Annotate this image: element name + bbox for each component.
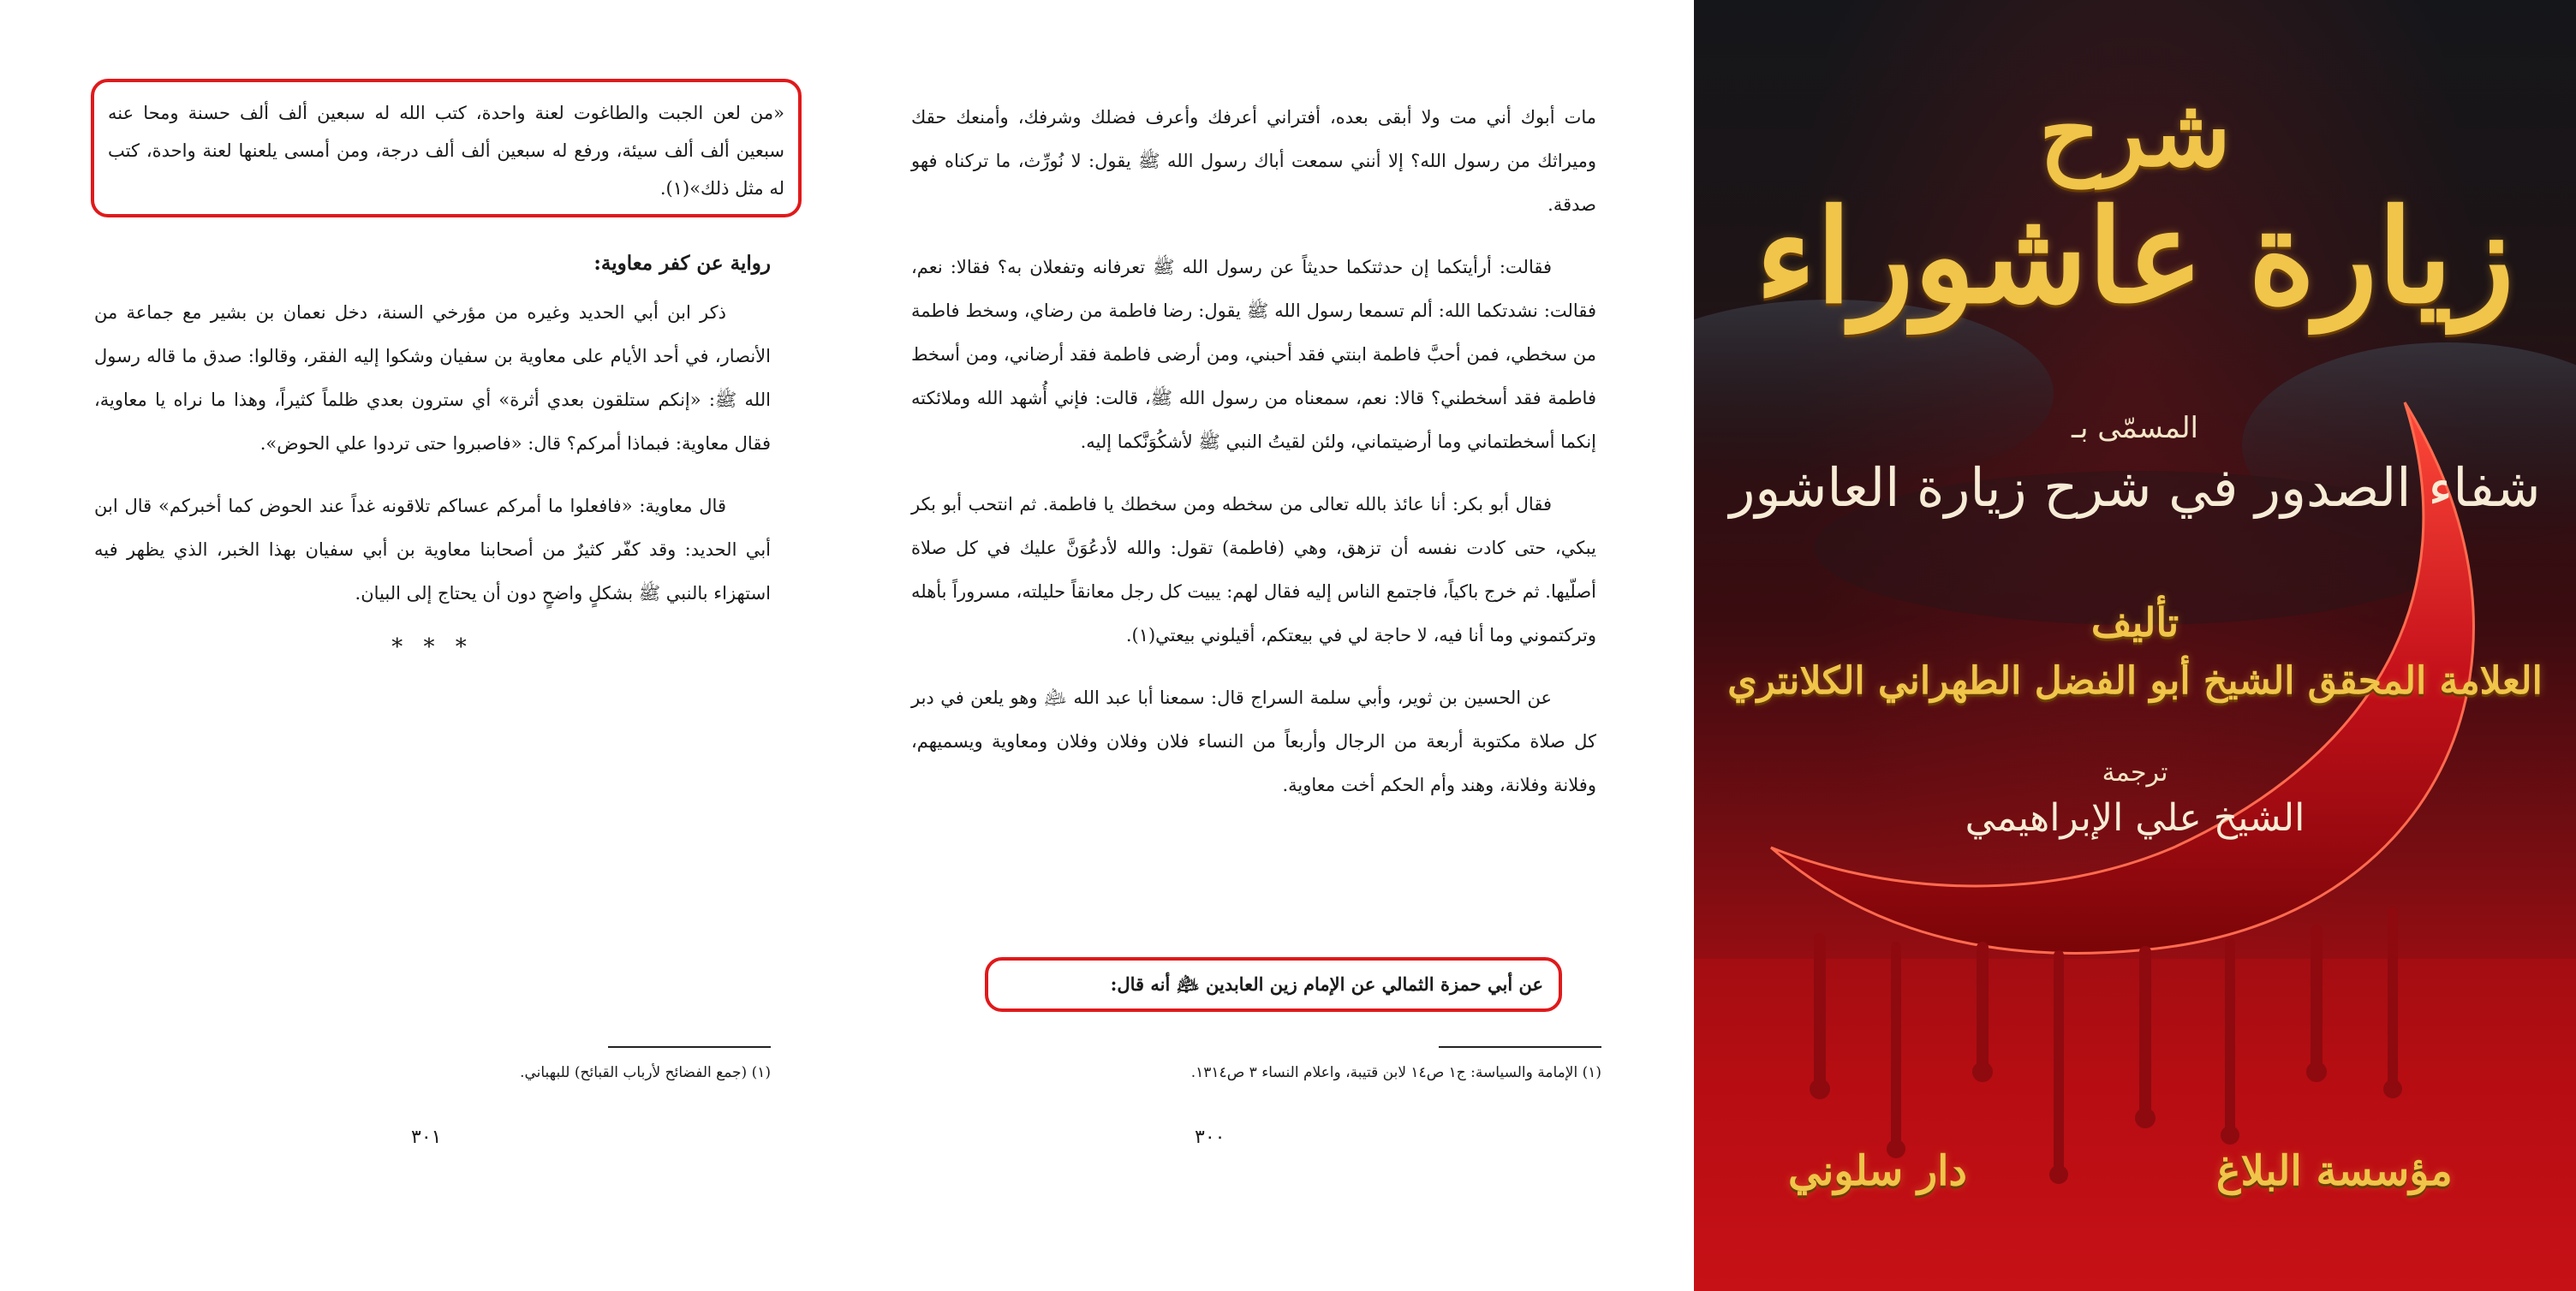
section-heading: رواية عن كفر معاوية:	[593, 252, 771, 275]
cover-title-main: زيارة عاشوراء	[1755, 181, 2515, 332]
blood-pool	[1694, 959, 2576, 1291]
right-page-body	[911, 96, 1596, 826]
highlighted-quote: «من لعن الجبت والطاغوت لعنة واحدة، كتب الله له سبعين ألف ألف حسنة ومحا عنه سبعين ألف ألف سيئة، ورفع له سبعين ألف ألف درجة، ومن أمسى يلعنها لعنة واحدة، كتب له مثل ذلك»(١).	[108, 103, 784, 199]
publisher-logo-left: دار سلوني	[1788, 1147, 1967, 1195]
highlighted-line-box	[985, 957, 1562, 1012]
paragraph: فقال أبو بكر: أنا عائذ بالله تعالى من سخطه ومن سخطك يا فاطمة. ثم انتحب أبو بكر يبكي، حتى كادت نفسه أن تزهق، وهي (فاطمة) تقول: والله لأدعُوَنَّ عليك في كل صلاة أصلّيها. ثم خرج باكياً، فاجتمع الناس إليه فقال لهم: يبيت كل رجل معانقاً حليلته، مسروراً بأهله وتركتموني وما أنا فيه، لا حاجة لي في بيعتكم، أقيلوني بيعتي(١).	[910, 494, 1596, 646]
page-number: ٣٠٠	[1195, 1127, 1225, 1148]
left-page-body	[94, 241, 771, 660]
publisher-logo-right: مؤسسة البلاغ	[2216, 1147, 2453, 1195]
footnote: (١) (جمع الفضائح لأرباب القبائح) للبهباني.	[520, 1064, 771, 1081]
cover-translator: الشيخ علي الإبراهيمي	[1965, 796, 2305, 840]
book-page-right	[856, 0, 1679, 1291]
paragraph: فقالت: أرأيتكما إن حدثتكما حديثاً عن رسول الله ﷺ تعرفانه وتفعلان به؟ فقالا: نعم، فقالت: نشدتكما الله: ألم تسمعا رسول الله ﷺ يقول: رضا فاطمة من رضاي، وسخط فاطمة من سخطي، فمن أحبَّ فاطمة ابنتي فقد أحبني، ومن أرضى فاطمة فقد أرضاني، ومن أسخط فاطمة فقد أسخطني؟ قالا: نعم، سمعناه من رسول الله ﷺ، قالت: فإني أُشهد الله وملائكته إنكما أسخطتماني وما أرضيتماني، ولئن لقيتُ النبي ﷺ لأشكُوَنَّكما إليه.	[911, 257, 1596, 452]
highlighted-line: عن أبي حمزة الثمالي عن الإمام زين العابدين ﵇ أنه قال:	[1110, 973, 1543, 995]
page-number: ٣٠١	[411, 1127, 442, 1148]
paragraph: عن الحسين بن ثوير، وأبي سلمة السراج قال: سمعنا أبا عبد الله ﵇ وهو يلعن في دبر كل صلاة مكتوبة أربعة من الرجال وأربعاً من النساء فلان وفلان وفلان ومعاوية ويسميهم، وفلانة وفلانة، وهند وأم الحكم أخت معاوية.	[911, 687, 1596, 795]
cover-named-label: المسمّى بـ	[2071, 411, 2199, 445]
cover-translator-label: ترجمة	[2102, 758, 2168, 788]
section-separator: * * *	[391, 634, 474, 660]
footnote-rule	[608, 1046, 771, 1048]
book-page-left	[0, 0, 856, 1291]
footnote: (١) الإمامة والسياسة: ج١ ص١٤ لابن قتيبة، واعلام النساء ٣ ص١٣١٤.	[1190, 1064, 1601, 1081]
highlighted-quote-box	[91, 79, 802, 217]
paragraph: قال معاوية: «فافعلوا ما أمركم عساكم تلاقونه غداً عند الحوض كما أخبركم» قال ابن أبي الحديد: وقد كفّر كثيرٌ من أصحابنا معاوية بن أبي سفيان بهذا الخبر، الذي يظهر فيه استهزاء بالنبي ﷺ بشكلٍ واضحٍ دون أن يحتاج إلى البيان.	[94, 496, 771, 604]
footnote-rule	[1439, 1046, 1601, 1048]
paragraph: مات أبوك أني مت ولا أبقى بعده، أفتراني أعرفك وأعرف فضلك وشرفك، وأمنعك حقك وميراثك من رسول الله؟ إلا أنني سمعت أباك رسول الله ﷺ يقول: لا نُورِّث، ما تركناه فهو صدقة.	[911, 107, 1596, 215]
cover-subtitle: شفاء الصدور في شرح زيارة العاشور	[1729, 456, 2541, 519]
cover-title-top: شرح	[2039, 77, 2231, 187]
cover-author: العلامة المحقق الشيخ أبو الفضل الطهراني الكلانتري	[1727, 659, 2543, 703]
book-cover	[1694, 0, 2576, 1291]
cover-author-label: تأليف	[2090, 599, 2179, 646]
paragraph: ذكر ابن أبي الحديد وغيره من مؤرخي السنة، دخل نعمان بن بشير مع جماعة من الأنصار، في أحد الأيام على معاوية بن سفيان وشكوا إليه الفقر، وقالوا: صدق ما قاله رسول الله ﷺ: «إنكم ستلقون بعدي أثرة» أي سترون بعدي ظلماً كثيراً، وهذا ما نراه يا معاوية، فقال معاوية: فبماذا أمركم؟ قال: «فاصبروا حتى تردوا علي الحوض».	[94, 302, 771, 454]
